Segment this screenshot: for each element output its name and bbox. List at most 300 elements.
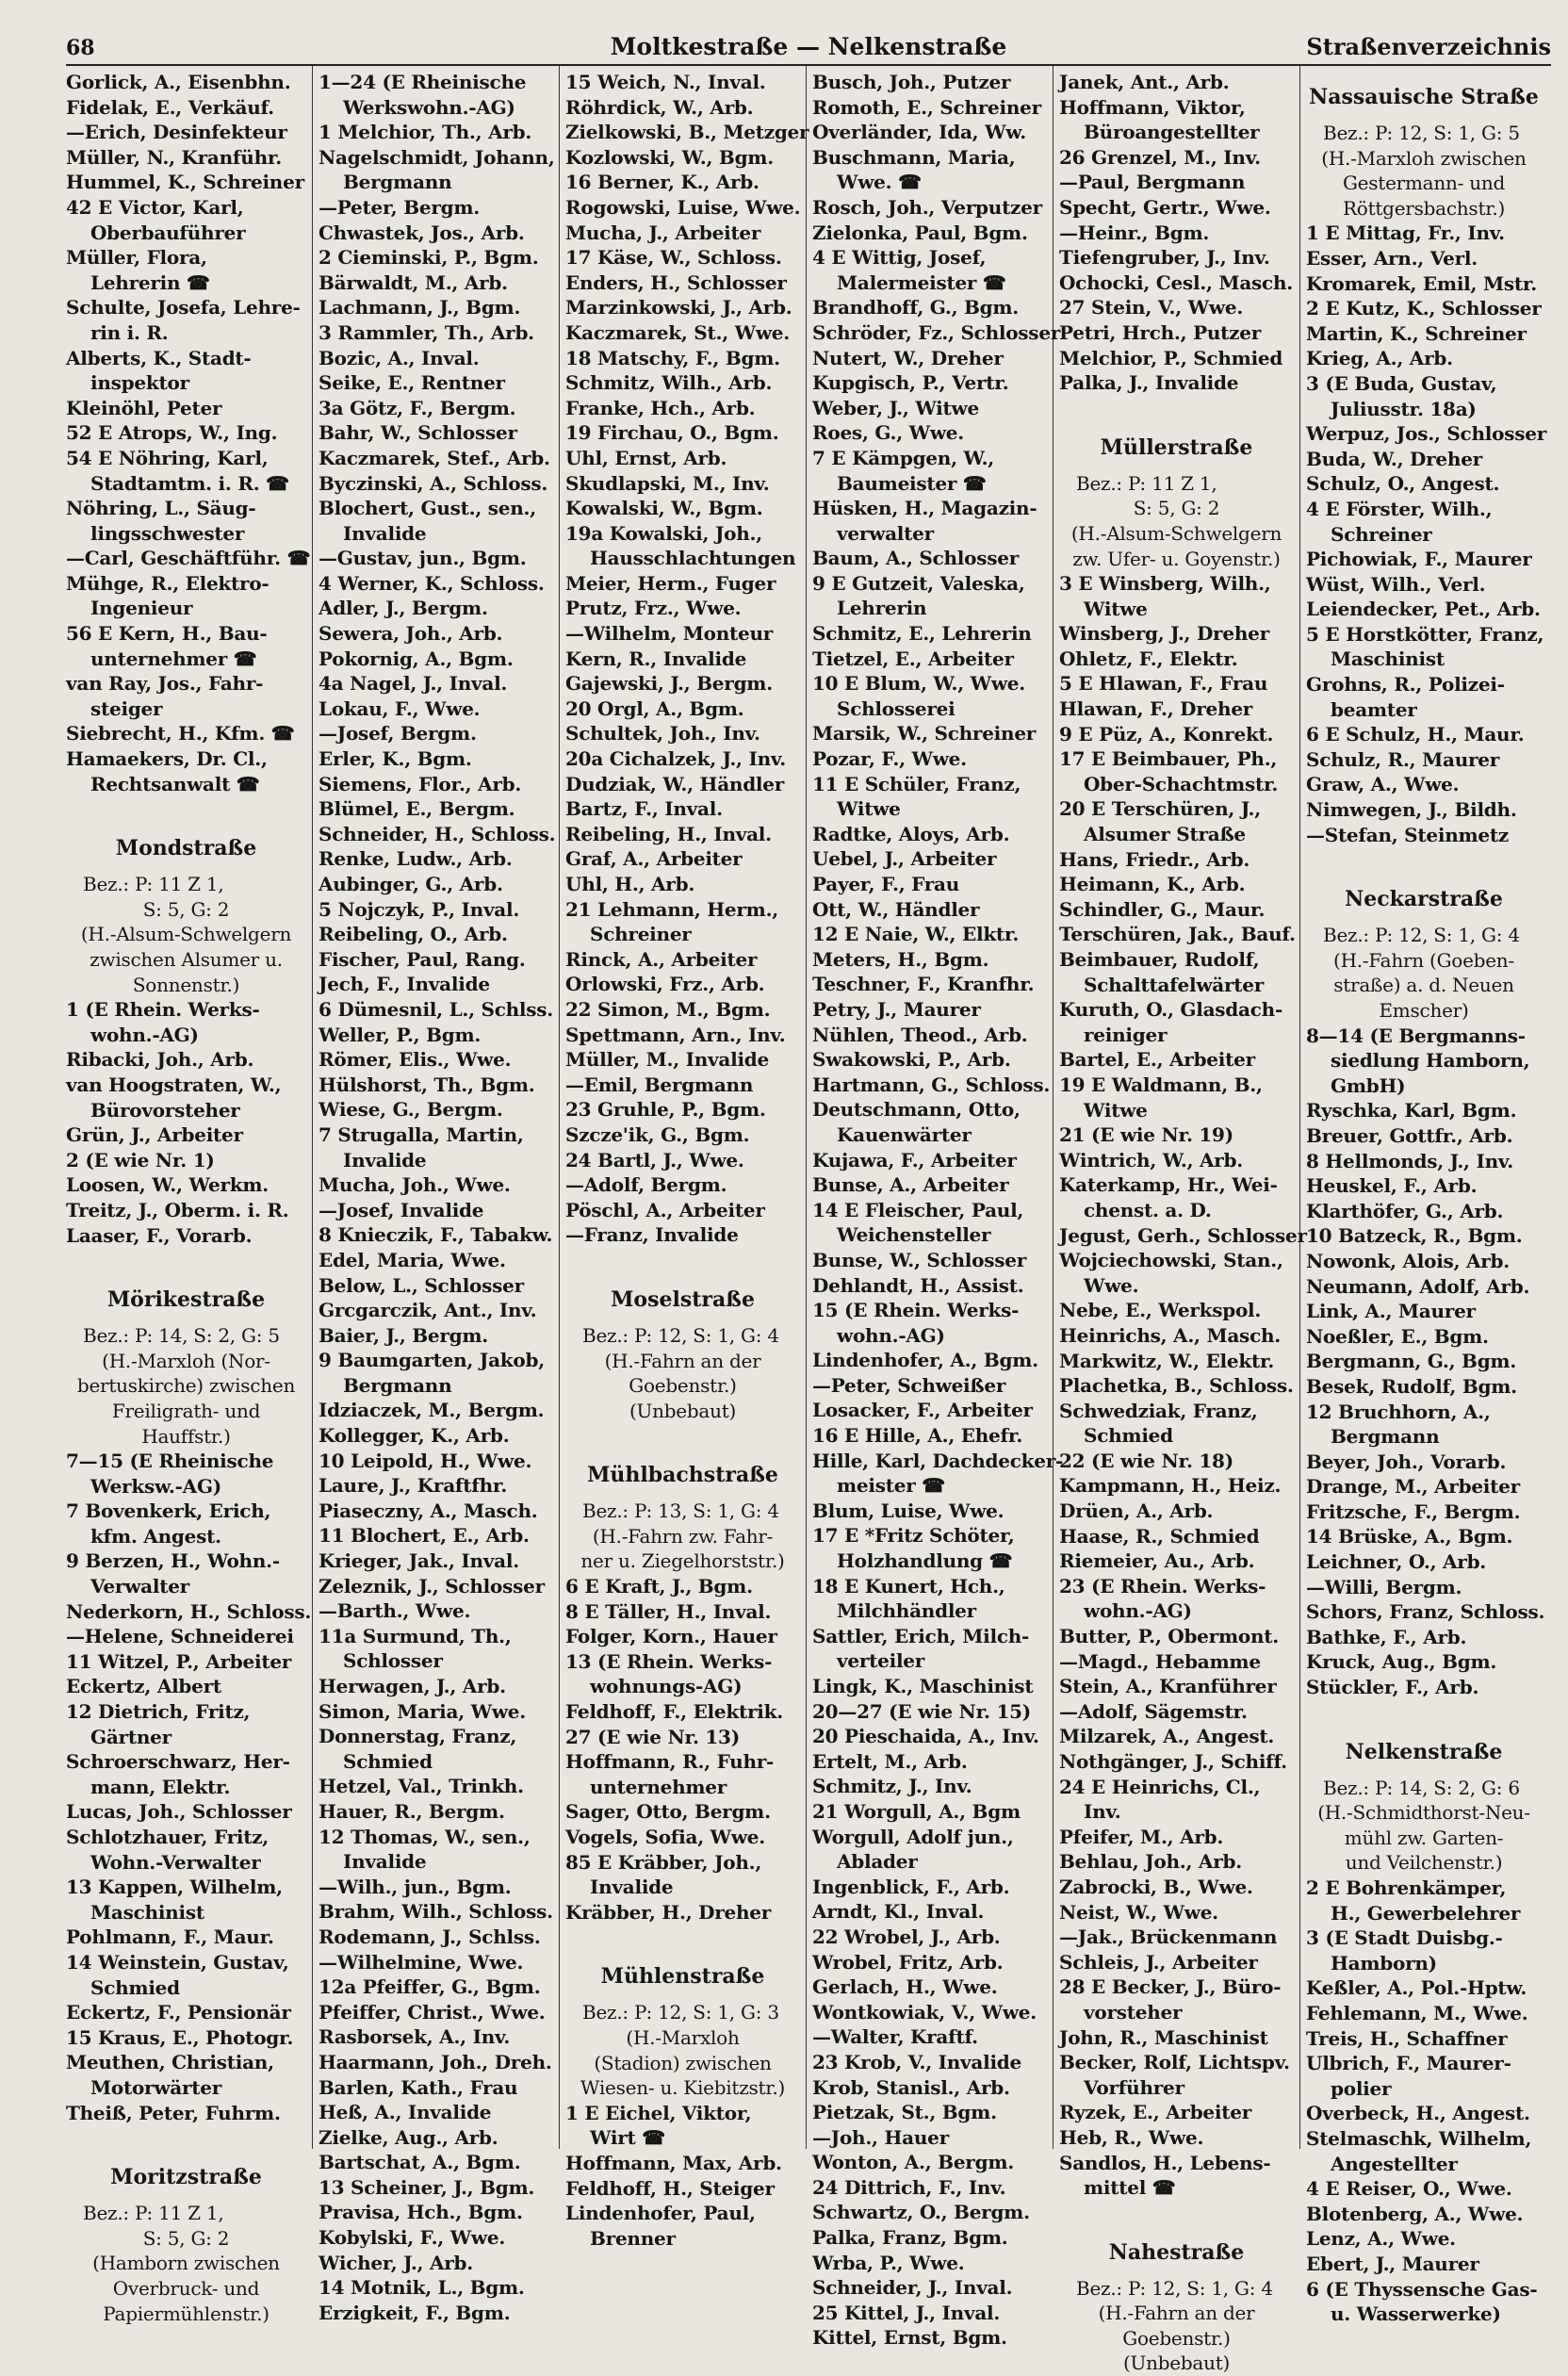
- directory-entry: Krob, Stanisl., Arb.: [812, 2075, 1010, 2099]
- district-info: Röttgersbachstr.): [1342, 196, 1506, 220]
- directory-entry: Sewera, Joh., Arb.: [318, 622, 503, 646]
- directory-entry: Müller, M., Invalide: [565, 1048, 770, 1072]
- directory-entry: Zielonka, Paul, Bgm.: [812, 221, 1028, 244]
- directory-entry: Meters, H., Bgm.: [812, 947, 989, 971]
- directory-entry: Reibeling, H., Inval.: [565, 822, 772, 845]
- directory-entry: Rosch, Joh., Verputzer: [812, 195, 1042, 219]
- directory-entry: Schors, Franz, Schloss.: [1306, 1600, 1545, 1624]
- directory-entry: Meier, Herm., Fuger: [565, 571, 776, 595]
- directory-entry: Heinrichs, A., Masch.: [1059, 1323, 1281, 1347]
- directory-entry: Pozar, F., Wwe.: [812, 747, 967, 771]
- directory-entry: Radtke, Aloys, Arb.: [812, 822, 1010, 845]
- directory-entry: Bürovorsteher: [90, 1098, 240, 1122]
- directory-entry: 17 Käse, W., Schloss.: [565, 246, 782, 270]
- directory-entry: Uebel, J., Arbeiter: [812, 847, 997, 871]
- directory-entry: —Walter, Kraftf.: [812, 2025, 978, 2049]
- directory-entry: Becker, Rolf, Lichtspv.: [1059, 2051, 1290, 2074]
- directory-entry: Aubinger, G., Arb.: [318, 873, 503, 895]
- column-3: [560, 66, 809, 2250]
- district-info: Gestermann- und: [1342, 172, 1506, 195]
- directory-entry: Hoffmann, R., Fuhr-: [565, 1750, 775, 1774]
- directory-entry: Krieger, Jak., Inval.: [318, 1549, 519, 1573]
- directory-entry: Kuruth, O., Glasdach-: [1059, 998, 1283, 1022]
- district-info: straße) a. d. Neuen: [1333, 974, 1514, 997]
- directory-entry: Dehlandt, H., Assist.: [812, 1273, 1024, 1297]
- directory-entry: 15 (E Rhein. Werks-: [812, 1299, 1020, 1322]
- directory-entry: 10 E Blum, W., Wwe.: [812, 672, 1025, 696]
- directory-entry: u. Wasserwerke): [1331, 2302, 1501, 2326]
- directory-entry: Pohlmann, F., Maur.: [66, 1925, 274, 1949]
- district-info: Bez.: P: 12, S: 1, G: 4: [582, 1323, 779, 1347]
- district-info: (H.-Marxloh (Nor-: [102, 1349, 270, 1372]
- directory-entry: Bahr, W., Schlosser: [318, 421, 517, 445]
- directory-entry: 20 E Terschüren, J.,: [1059, 797, 1261, 821]
- directory-entry: Werpuz, Jos., Schlosser: [1306, 422, 1546, 446]
- directory-entry: 17 E Beimbauer, Ph.,: [1059, 747, 1278, 771]
- directory-entry: Invalide: [343, 1148, 427, 1172]
- directory-entry: 5 E Hlawan, F., Frau: [1059, 672, 1268, 696]
- district-info: zw. Ufer- u. Goyenstr.): [1072, 547, 1281, 570]
- directory-entry: Müller, Flora,: [66, 246, 207, 270]
- page-header: [66, 21, 1551, 66]
- directory-entry: Schulte, Josefa, Lehre-: [66, 296, 301, 320]
- directory-entry: Dudziak, W., Händler: [565, 772, 785, 795]
- directory-entry: Buschmann, Maria,: [812, 145, 1016, 169]
- directory-entry: Kruck, Aug., Bgm.: [1306, 1650, 1497, 1674]
- directory-entry: Ingenieur: [90, 597, 193, 620]
- directory-entry: rin i. R.: [90, 320, 169, 344]
- directory-entry: Overbeck, H., Angest.: [1306, 2102, 1530, 2125]
- directory-entry: Witwe: [1084, 1098, 1148, 1122]
- directory-entry: Lindenhofer, Paul,: [565, 2202, 756, 2225]
- directory-entry: Donnerstag, Franz,: [318, 1725, 517, 1748]
- directory-entry: —Magd., Hebamme: [1059, 1649, 1261, 1673]
- district-info: (H.-Marxloh: [626, 2025, 740, 2049]
- directory-entry: Grcgarczik, Ant., Inv.: [318, 1299, 537, 1322]
- directory-entry: 4 E Förster, Wilh.,: [1306, 497, 1493, 520]
- directory-entry: Feldhoff, H., Steiger: [565, 2176, 775, 2200]
- directory-entry: Kaczmarek, Stef., Arb.: [318, 446, 550, 469]
- directory-entry: Schlosserei: [837, 696, 956, 720]
- directory-entry: mann, Elektr.: [90, 1775, 231, 1798]
- directory-entry: Kowalski, W., Bgm.: [565, 497, 763, 520]
- directory-entry: Römer, Elis., Wwe.: [318, 1048, 512, 1072]
- directory-entry: Röhrdick, W., Arb.: [565, 95, 754, 119]
- directory-entry: Milzarek, A., Angest.: [1059, 1725, 1275, 1748]
- directory-entry: Stückler, F., Arb.: [1306, 1676, 1479, 1699]
- spacer: [66, 2125, 306, 2150]
- directory-entry: Schneider, H., Schloss.: [318, 822, 556, 845]
- directory-entry: Gärtner: [90, 1725, 172, 1748]
- directory-entry: Bergmann: [343, 171, 452, 194]
- directory-entry: Melchior, P., Schmied: [1059, 346, 1283, 369]
- directory-entry: Sager, Otto, Bergm.: [565, 1800, 771, 1824]
- spacer: [565, 1248, 800, 1272]
- directory-entry: Kupgisch, P., Vertr.: [812, 371, 1009, 395]
- directory-entry: Hoffmann, Max, Arb.: [565, 2151, 782, 2174]
- directory-entry: Janek, Ant., Arb.: [1059, 71, 1230, 93]
- directory-entry: wohnungs-AG): [590, 1675, 743, 1698]
- directory-entry: Klarthöfer, G., Arb.: [1306, 1199, 1504, 1222]
- directory-entry: —Wilh., jun., Bgm.: [318, 1875, 512, 1898]
- directory-entry: Schulz, R., Maurer: [1306, 747, 1500, 771]
- directory-entry: 20 Pieschaida, A., Inv.: [812, 1725, 1039, 1748]
- directory-entry: —Peter, Schweißer: [812, 1373, 1006, 1397]
- directory-entry: 26 Grenzel, M., Inv.: [1059, 145, 1261, 169]
- directory-entry: 12a Pfeiffer, G., Bgm.: [318, 1975, 541, 1999]
- directory-entry: 12 Dietrich, Fritz,: [66, 1700, 251, 1724]
- directory-entry: 42 E Victor, Karl,: [66, 195, 244, 219]
- directory-entry: Zielkowski, B., Metzger: [565, 121, 809, 144]
- directory-entry: —Carl, Geschäftführ. ☎: [66, 547, 311, 570]
- street-heading: Nahestraße: [1108, 2239, 1245, 2265]
- directory-entry: Ryzek, E., Arbeiter: [1059, 2101, 1251, 2124]
- district-info: (H.-Marxloh zwischen: [1321, 146, 1527, 170]
- directory-entry: Zabrocki, B., Wwe.: [1059, 1875, 1253, 1898]
- directory-entry: Rechtsanwalt ☎: [90, 772, 260, 795]
- directory-entry: Seike, E., Rentner: [318, 371, 505, 395]
- directory-entry: Hlawan, F., Dreher: [1059, 697, 1253, 721]
- directory-entry: 19a Kowalski, Joh.,: [565, 521, 762, 545]
- directory-entry: Kobylski, F., Wwe.: [318, 2226, 506, 2250]
- directory-entry: Schreiner: [1331, 522, 1432, 546]
- directory-entry: Ebert, J., Maurer: [1306, 2252, 1479, 2275]
- directory-entry: —Peter, Bergm.: [318, 195, 480, 219]
- directory-entry: Beimbauer, Rudolf,: [1059, 948, 1260, 971]
- directory-entry: Hoffmann, Viktor,: [1059, 95, 1246, 119]
- directory-entry: Gajewski, J., Bergm.: [565, 672, 773, 696]
- directory-entry: Marzinkowski, J., Arb.: [565, 296, 792, 320]
- directory-entry: Schmied: [1084, 1424, 1173, 1448]
- directory-entry: Blümel, E., Bergm.: [318, 797, 515, 821]
- directory-entry: Schreiner: [590, 923, 692, 946]
- directory-entry: 10 Leipold, H., Wwe.: [318, 1449, 532, 1472]
- directory-entry: Kujawa, F., Arbeiter: [812, 1148, 1017, 1172]
- directory-entry: Byczinski, A., Schloss.: [318, 471, 548, 495]
- directory-entry: 7 E Kämpgen, W.,: [812, 446, 995, 469]
- directory-entry: Schmied: [90, 1975, 180, 1999]
- district-info: Goebenstr.): [629, 1374, 737, 1398]
- directory-entry: Leichner, O., Arb.: [1306, 1550, 1487, 1574]
- district-info: Bez.: P: 12, S: 1, G: 3: [582, 2001, 779, 2024]
- directory-entry: Skudlapski, M., Inv.: [565, 471, 770, 495]
- directory-entry: Pfeifer, M., Arb.: [1059, 1825, 1224, 1848]
- directory-entry: —Heinr., Bgm.: [1059, 221, 1210, 244]
- directory-entry: 23 Gruhle, P., Bgm.: [565, 1098, 766, 1122]
- directory-entry: 9 Baumgarten, Jakob,: [318, 1349, 545, 1372]
- directory-entry: Lachmann, J., Bgm.: [318, 296, 521, 320]
- directory-entry: Orlowski, Frz., Arb.: [565, 973, 765, 996]
- directory-entry: Rodemann, J., Schlss.: [318, 1925, 541, 1948]
- directory-entry: 13 (E Rhein. Werks-: [565, 1649, 773, 1673]
- district-info: Bez.: P: 12, S: 1, G: 5: [1323, 122, 1520, 144]
- directory-entry: Renke, Ludw., Arb.: [318, 847, 513, 871]
- directory-entry: Pöschl, A., Arbeiter: [565, 1198, 765, 1221]
- directory-entry: 23 (E Rhein. Werks-: [1059, 1574, 1266, 1598]
- directory-entry: Büroangestellter: [1084, 121, 1260, 144]
- directory-entry: Witwe: [837, 797, 901, 821]
- directory-entry: 8 Hellmonds, J., Inv.: [1306, 1149, 1513, 1172]
- directory-entry: Schwedziak, Franz,: [1059, 1399, 1258, 1422]
- directory-entry: Ulbrich, F., Maurer-: [1306, 2052, 1511, 2075]
- directory-entry: Stein, A., Kranführer: [1059, 1675, 1277, 1698]
- directory-entry: 3 (E Stadt Duisbg.-: [1306, 1926, 1503, 1950]
- directory-entry: Blotenberg, A., Wwe.: [1306, 2202, 1524, 2225]
- directory-entry: Alsumer Straße: [1084, 823, 1246, 846]
- directory-entry: Ohletz, F., Elektr.: [1059, 647, 1238, 670]
- directory-entry: 11a Surmund, Th.,: [318, 1624, 512, 1647]
- directory-entry: GmbH): [1331, 1073, 1406, 1097]
- directory-entry: Enders, H., Schlosser: [565, 270, 787, 294]
- directory-entry: 4 E Wittig, Josef,: [812, 246, 987, 270]
- directory-entry: 5 E Horstkötter, Franz,: [1306, 622, 1544, 646]
- directory-entry: Blochert, Gust., sen.,: [318, 497, 536, 520]
- district-info: Bez.: P: 11 Z 1,: [83, 873, 224, 896]
- directory-entry: Fischer, Paul, Rang.: [318, 947, 526, 971]
- directory-entry: Graw, A., Wwe.: [1306, 773, 1460, 796]
- directory-entry: Tiefengruber, J., Inv.: [1059, 246, 1270, 270]
- directory-entry: Motorwärter: [90, 2075, 222, 2099]
- section-title: Straßenverzeichnis: [1306, 33, 1551, 60]
- directory-entry: Hüsken, H., Magazin-: [812, 497, 1037, 520]
- directory-entry: Pietzak, St., Bgm.: [812, 2101, 997, 2124]
- directory-entry: Gorlick, A., Eisenbhn.: [66, 71, 291, 93]
- directory-entry: —Wilhelm, Monteur: [565, 622, 774, 646]
- directory-entry: Simon, Maria, Wwe.: [318, 1699, 526, 1723]
- directory-entry: Heimann, K., Arb.: [1059, 873, 1246, 896]
- directory-entry: Juliusstr. 18a): [1331, 397, 1477, 420]
- directory-entry: 3a Götz, F., Bergm.: [318, 396, 516, 419]
- directory-entry: wohn.-AG): [90, 1023, 199, 1046]
- directory-entry: Hamborn): [1331, 1951, 1437, 1975]
- directory-entry: Worgull, Adolf jun.,: [812, 1825, 1014, 1848]
- directory-entry: Schmitz, Wilh., Arb.: [565, 371, 773, 395]
- directory-entry: Krieg, A., Arb.: [1306, 347, 1453, 370]
- directory-entry: 1—24 (E Rheinische: [318, 71, 527, 93]
- directory-entry: Wohn.-Verwalter: [90, 1850, 261, 1874]
- directory-entry: Edel, Maria, Wwe.: [318, 1248, 506, 1271]
- directory-entry: Lindenhofer, A., Bgm.: [812, 1349, 1038, 1372]
- spacer: [1306, 1700, 1542, 1725]
- directory-entry: Butter, P., Obermont.: [1059, 1625, 1279, 1648]
- directory-entry: 19 E Waldmann, B.,: [1059, 1073, 1263, 1096]
- directory-entry: Nederkorn, H., Schloss.: [66, 1599, 312, 1623]
- directory-entry: 4 E Reiser, O., Wwe.: [1306, 2177, 1512, 2201]
- directory-entry: Kollegger, K., Arb.: [318, 1424, 510, 1448]
- directory-entry: 14 Motnik, L., Bgm.: [318, 2276, 525, 2300]
- directory-entry: Drange, M., Arbeiter: [1306, 1475, 1520, 1499]
- directory-entry: Sattler, Erich, Milch-: [812, 1624, 1030, 1647]
- directory-entry: siedlung Hamborn,: [1331, 1049, 1530, 1073]
- directory-entry: Vogels, Sofia, Wwe.: [565, 1826, 765, 1848]
- directory-entry: Ober-Schachtmstr.: [1084, 772, 1279, 795]
- directory-entry: Zeleznik, J., Schlosser: [318, 1574, 545, 1598]
- directory-entry: Schlosser: [343, 1649, 443, 1673]
- directory-entry: Weller, P., Bgm.: [318, 1023, 482, 1046]
- district-info: (H.-Schmidthorst-Neu-: [1317, 1801, 1530, 1825]
- directory-entry: Hans, Friedr., Arb.: [1059, 847, 1250, 871]
- directory-entry: Petri, Hrch., Putzer: [1059, 320, 1262, 344]
- directory-entry: Siemens, Flor., Arb.: [318, 772, 522, 795]
- directory-entry: 3 (E Buda, Gustav,: [1306, 371, 1497, 395]
- directory-entry: Chwastek, Jos., Arb.: [318, 221, 525, 244]
- directory-entry: Link, A., Maurer: [1306, 1300, 1476, 1323]
- directory-entry: steiger: [90, 696, 163, 720]
- street-heading: Moritzstraße: [110, 2165, 262, 2190]
- directory-entry: Schulz, O., Angest.: [1306, 472, 1500, 496]
- directory-entry: 54 E Nöhring, Karl,: [66, 446, 269, 469]
- district-info: (Unbebaut): [1122, 2351, 1231, 2375]
- directory-entry: Palka, Franz, Bgm.: [812, 2226, 1008, 2250]
- directory-entry: Schmied: [343, 1749, 433, 1773]
- directory-entry: Wintrich, W., Arb.: [1059, 1148, 1244, 1172]
- directory-entry: unternehmer ☎: [90, 647, 257, 670]
- district-info: ner u. Ziegelhorststr.): [580, 1549, 785, 1573]
- district-info: Hauffstr.): [141, 1424, 231, 1448]
- directory-entry: Winsberg, J., Dreher: [1059, 622, 1269, 646]
- directory-entry: Wicher, J., Arb.: [318, 2251, 473, 2274]
- street-heading: Moselstraße: [611, 1286, 755, 1312]
- directory-entry: 2 (E wie Nr. 1): [66, 1148, 215, 1172]
- directory-entry: Lokau, F., Wwe.: [318, 696, 481, 720]
- directory-entry: 4 Werner, K., Schloss.: [318, 571, 545, 595]
- directory-entry: 2 Cieminski, P., Bgm.: [318, 246, 539, 270]
- directory-entry: Schwartz, O., Bergm.: [812, 2201, 1030, 2224]
- directory-entry: Ablader: [837, 1850, 918, 1874]
- directory-entry: 17 E *Fritz Schöter,: [812, 1524, 1015, 1548]
- directory-entry: 2 E Bohrenkämper,: [1306, 1876, 1507, 1899]
- directory-entry: 3 E Winsberg, Wilh.,: [1059, 572, 1271, 596]
- directory-entry: Martin, K., Schreiner: [1306, 321, 1527, 345]
- district-info: mühl zw. Garten-: [1344, 1826, 1504, 1849]
- directory-entry: Invalide: [343, 1850, 427, 1874]
- directory-entry: Heuskel, F., Arb.: [1306, 1174, 1478, 1198]
- directory-entry: Uhl, Ernst, Arb.: [565, 446, 727, 469]
- directory-entry: Kräbber, H., Dreher: [565, 1900, 772, 1924]
- spacer: [66, 796, 306, 821]
- directory-entry: —Josef, Bergm.: [318, 722, 477, 746]
- directory-entry: 11 E Schüler, Franz,: [812, 772, 1021, 795]
- directory-entry: Wwe.: [1084, 1273, 1139, 1297]
- directory-entry: 6 Dümesnil, L., Schlss.: [318, 997, 554, 1021]
- directory-entry: Overländer, Ida, Ww.: [812, 121, 1026, 144]
- directory-entry: 1 E Eichel, Viktor,: [565, 2101, 752, 2124]
- district-info: Bez.: P: 11 Z 1,: [83, 2202, 224, 2225]
- directory-entry: 9 Berzen, H., Wohn.-: [66, 1549, 280, 1573]
- columns: [66, 66, 1551, 2375]
- directory-entry: Herwagen, J., Arb.: [318, 1675, 506, 1697]
- directory-entry: Franke, Hch., Arb.: [565, 396, 756, 419]
- district-info: (Hamborn zwischen: [92, 2252, 280, 2275]
- directory-entry: wohn.-AG): [1084, 1599, 1192, 1623]
- directory-entry: 22 (E wie Nr. 18): [1059, 1449, 1233, 1472]
- district-info: und Veilchenstr.): [1345, 1851, 1503, 1875]
- directory-entry: Gerlach, H., Wwe.: [812, 1975, 998, 1999]
- directory-entry: kfm. Angest.: [90, 1524, 221, 1548]
- directory-entry: Folger, Korn., Hauer: [565, 1625, 777, 1648]
- directory-entry: Nagelschmidt, Johann,: [318, 145, 555, 169]
- directory-entry: —Wilhelmine, Wwe.: [318, 1950, 524, 1974]
- directory-entry: Nimwegen, J., Bildh.: [1306, 798, 1517, 822]
- directory-entry: 28 E Becker, J., Büro-: [1059, 1975, 1282, 1999]
- directory-entry: Stadtamtm. i. R. ☎: [90, 471, 289, 495]
- directory-entry: Wonton, A., Bergm.: [812, 2151, 1014, 2174]
- spacer: [66, 1248, 306, 1272]
- directory-entry: 1 Melchior, Th., Arb.: [318, 121, 532, 144]
- directory-entry: 85 E Kräbber, Joh.,: [565, 1850, 762, 1874]
- directory-entry: Baier, J., Bergm.: [318, 1323, 489, 1347]
- directory-entry: reiniger: [1084, 1023, 1168, 1046]
- directory-entry: Milchhändler: [837, 1599, 976, 1623]
- directory-entry: Invalide: [590, 1876, 674, 1899]
- directory-entry: Specht, Gertr., Wwe.: [1059, 195, 1271, 219]
- directory-entry: Invalide: [343, 521, 427, 545]
- directory-entry: Schindler, G., Maur.: [1059, 897, 1266, 921]
- directory-entry: Vorführer: [1084, 2075, 1184, 2099]
- directory-entry: Ochocki, Cesl., Masch.: [1059, 270, 1293, 294]
- directory-entry: verteiler: [837, 1649, 925, 1673]
- directory-entry: Leiendecker, Pet., Arb.: [1306, 598, 1541, 621]
- directory-entry: Kauenwärter: [837, 1122, 972, 1146]
- directory-entry: Schultek, Joh., Inv.: [565, 722, 760, 746]
- directory-entry: 14 E Fleischer, Paul,: [812, 1198, 1024, 1221]
- directory-entry: Behlau, Joh., Arb.: [1059, 1850, 1242, 1874]
- directory-entry: 2 E Kutz, K., Schlosser: [1306, 297, 1542, 320]
- directory-entry: 16 Berner, K., Arb.: [565, 171, 760, 194]
- directory-entry: Laaser, F., Vorarb.: [66, 1223, 253, 1247]
- directory-entry: Hartmann, G., Schloss.: [812, 1073, 1051, 1096]
- directory-entry: Feldhoff, F., Elektrik.: [565, 1700, 783, 1724]
- directory-entry: —Helene, Schneiderei: [66, 1625, 294, 1648]
- directory-entry: Inv.: [1084, 1800, 1121, 1824]
- directory-entry: Wrba, P., Wwe.: [812, 2251, 965, 2274]
- directory-entry: vorsteher: [1084, 2000, 1183, 2024]
- directory-entry: —Barth., Wwe.: [318, 1599, 471, 1623]
- directory-entry: 52 E Atrops, W., Ing.: [66, 421, 278, 445]
- directory-entry: —Josef, Invalide: [318, 1198, 484, 1221]
- directory-entry: —Jak., Brückenmann: [1059, 1925, 1278, 1949]
- spacer: [1059, 2201, 1294, 2225]
- directory-entry: Palka, J., Invalide: [1059, 371, 1239, 395]
- directory-entry: Petry, J., Maurer: [812, 997, 981, 1021]
- directory-entry: Romoth, E., Schreiner: [812, 95, 1041, 119]
- directory-entry: Theiß, Peter, Fuhrm.: [66, 2101, 281, 2124]
- directory-entry: 6 E Kraft, J., Bgm.: [565, 1575, 753, 1598]
- directory-entry: Schleis, J., Arbeiter: [1059, 1950, 1258, 1974]
- directory-entry: Markwitz, W., Elektr.: [1059, 1349, 1275, 1372]
- directory-entry: Schmitz, E., Lehrerin: [812, 622, 1032, 646]
- directory-entry: 9 E Gutzeit, Valeska,: [812, 571, 1025, 595]
- directory-entry: Roes, G., Wwe.: [812, 421, 964, 445]
- directory-entry: Brenner: [590, 2226, 676, 2250]
- street-heading: Müllerstraße: [1100, 434, 1253, 460]
- directory-entry: Lucas, Joh., Schlosser: [66, 1800, 292, 1824]
- directory-entry: Heb, R., Wwe.: [1059, 2125, 1204, 2149]
- directory-entry: 5 Nojczyk, P., Inval.: [318, 897, 520, 921]
- directory-entry: Holzhandlung ☎: [837, 1549, 1013, 1573]
- directory-entry: 12 Bruchhorn, A.,: [1306, 1400, 1491, 1423]
- directory-entry: —Gustav, jun., Bgm.: [318, 547, 527, 570]
- directory-entry: Busch, Joh., Putzer: [812, 71, 1011, 93]
- directory-entry: 8 Knieczik, F., Tabakw.: [318, 1223, 553, 1247]
- district-info: (Unbebaut): [629, 1399, 737, 1422]
- district-info: (H.-Fahrn (Goeben-: [1333, 948, 1514, 972]
- directory-entry: Deutschmann, Otto,: [812, 1098, 1021, 1122]
- district-info: (Stadion) zwischen: [594, 2051, 772, 2074]
- directory-entry: Erzigkeit, F., Bgm.: [318, 2301, 511, 2324]
- directory-entry: Losacker, F., Arbeiter: [812, 1399, 1033, 1422]
- directory-entry: Hausschlachtungen: [590, 547, 796, 570]
